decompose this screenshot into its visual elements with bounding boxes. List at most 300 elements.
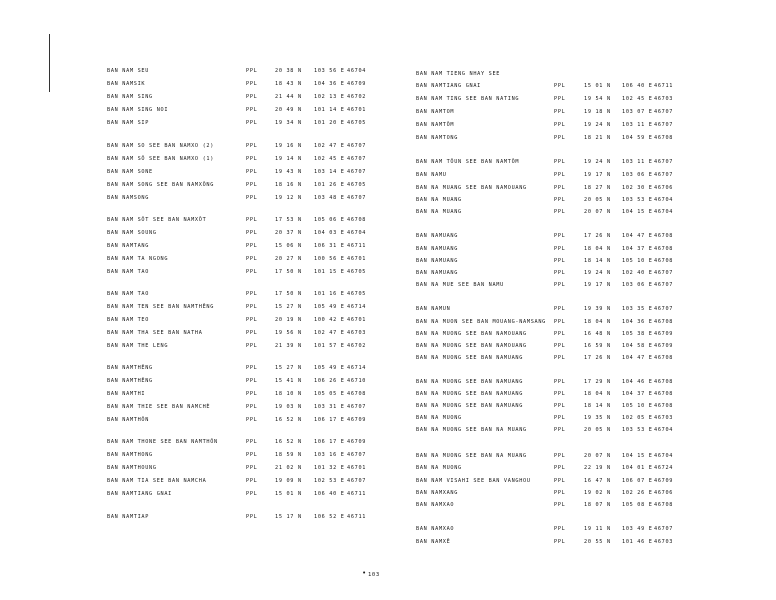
entry-lat: 19 03 N [275,404,302,410]
entry-code: 46714 [347,365,367,371]
entry-name: BAN NAM SEU [107,68,150,74]
entry-lon: 105 10 E [622,403,653,409]
entry-lat: 17 26 N [584,233,611,239]
entry-lon: 104 37 E [622,391,653,397]
margin-rule [49,34,50,92]
entry-name: BAN NAMUN [416,306,451,312]
entry-class: PPL [246,68,258,74]
entry-lon: 102 26 E [622,490,653,496]
entry-class: PPL [554,478,566,484]
entry-code: 46707 [654,109,674,115]
entry-code: 46704 [654,209,674,215]
entry-code: 46704 [654,197,674,203]
entry-code: 46707 [654,306,674,312]
entry-lon: 100 56 E [314,256,345,262]
entry-name: BAN NAMTOM [416,109,455,115]
entry-lon: 101 57 E [314,343,345,349]
entry-lat: 15 27 N [275,365,302,371]
entry-code: 46707 [654,122,674,128]
entry-class: PPL [246,182,258,188]
entry-class: PPL [554,465,566,471]
entry-lon: 104 46 E [622,379,653,385]
entry-name: BAN NAM THONE SEE BAN NAMTHÔN [107,439,218,445]
entry-lat: 19 35 N [584,415,611,421]
entry-lon: 102 45 E [622,96,653,102]
entry-class: PPL [554,453,566,459]
entry-lon: 103 11 E [622,122,653,128]
entry-lon: 103 48 E [314,195,345,201]
entry-class: PPL [554,427,566,433]
entry-name: BAN NA MUONG SEE BAN NA MUANG [416,453,527,459]
entry-code: 46708 [347,391,367,397]
entry-lon: 103 06 E [622,282,653,288]
entry-name: BAN NAM SONG SEE BAN NAMXÔNG [107,182,215,188]
entry-lat: 18 14 N [584,258,611,264]
entry-lon: 106 17 E [314,439,345,445]
entry-class: PPL [554,172,566,178]
entry-lat: 19 11 N [584,526,611,532]
entry-code: 46707 [654,159,674,165]
entry-class: PPL [554,197,566,203]
entry-lat: 19 43 N [275,169,302,175]
entry-name: BAN NAMTIAP [107,514,150,520]
entry-name: BAN NAMUANG [416,246,459,252]
entry-code: 46709 [654,331,674,337]
entry-class: PPL [246,365,258,371]
entry-lat: 15 41 N [275,378,302,384]
entry-lat: 21 44 N [275,94,302,100]
entry-class: PPL [554,282,566,288]
entry-lon: 101 20 E [314,120,345,126]
entry-class: PPL [246,417,258,423]
entry-lon: 103 07 E [622,109,653,115]
entry-lon: 104 36 E [314,81,345,87]
entry-lat: 17 29 N [584,379,611,385]
entry-lat: 18 59 N [275,452,302,458]
entry-name: BAN NAMTHOUNG [107,465,157,471]
entry-lat: 20 05 N [584,427,611,433]
entry-lon: 102 47 E [314,143,345,149]
entry-class: PPL [246,256,258,262]
entry-name: BAN NAM VISAHI SEE BAN VANGHOU [416,478,531,484]
entry-code: 46708 [654,135,674,141]
entry-name: BAN NAM SOUNG [107,230,157,236]
entry-lon: 102 30 E [622,185,653,191]
entry-code: 46707 [654,282,674,288]
entry-class: PPL [554,246,566,252]
entry-lat: 19 14 N [275,156,302,162]
entry-name: BAN NAMTHONG [107,452,153,458]
entry-code: 46706 [654,185,674,191]
entry-lat: 19 24 N [584,122,611,128]
entry-lon: 106 17 E [314,417,345,423]
entry-lon: 104 37 E [622,246,653,252]
entry-name: BAN NAM TAO [107,269,150,275]
entry-lon: 102 53 E [314,478,345,484]
entry-name: BAN NA MUONG SEE BAN NA MUANG [416,427,527,433]
entry-name: BAN NAMXÊ [416,539,451,545]
entry-code: 46711 [347,514,367,520]
entry-code: 46711 [654,83,674,89]
entry-code: 46707 [654,172,674,178]
entry-class: PPL [246,156,258,162]
entry-name: BAN NAM SING [107,94,153,100]
entry-lat: 19 34 N [275,120,302,126]
entry-code: 46708 [654,502,674,508]
entry-class: PPL [554,270,566,276]
entry-code: 46708 [654,319,674,325]
entry-code: 46702 [347,343,367,349]
entry-code: 46709 [347,439,367,445]
entry-code: 46708 [654,391,674,397]
entry-code: 46703 [347,330,367,336]
entry-code: 46711 [347,491,367,497]
entry-code: 46705 [347,120,367,126]
entry-class: PPL [246,378,258,384]
entry-class: PPL [246,143,258,149]
entry-lat: 18 04 N [584,391,611,397]
entry-class: PPL [246,269,258,275]
entry-lon: 103 49 E [622,526,653,532]
entry-lon: 105 49 E [314,365,345,371]
entry-name: BAN NAM SONE [107,169,153,175]
entry-name: BAN NAM TÔUN SEE BAN NAMTÔM [416,159,520,165]
entry-lat: 18 04 N [584,319,611,325]
entry-class: PPL [246,81,258,87]
entry-name: BAN NA MUONG SEE BAN NAMOUANG [416,331,527,337]
entry-code: 46705 [347,269,367,275]
entry-lat: 19 54 N [584,96,611,102]
entry-lon: 106 26 E [314,378,345,384]
entry-lat: 20 49 N [275,107,302,113]
entry-code: 46706 [654,490,674,496]
entry-code: 46704 [347,68,367,74]
entry-code: 46708 [654,355,674,361]
entry-lat: 19 39 N [584,306,611,312]
entry-lon: 103 16 E [314,452,345,458]
entry-lat: 22 19 N [584,465,611,471]
entry-lon: 103 06 E [622,172,653,178]
entry-class: PPL [554,185,566,191]
entry-lat: 20 38 N [275,68,302,74]
entry-class: PPL [246,391,258,397]
entry-name: BAN NAM SÔT SEE BAN NAMXÔT [107,217,207,223]
entry-class: PPL [554,83,566,89]
entry-lon: 101 16 E [314,291,345,297]
entry-code: 46711 [347,243,367,249]
entry-name: BAN NAMXANG [416,490,459,496]
entry-name: BAN NAM TEO [107,317,150,323]
entry-lon: 103 14 E [314,169,345,175]
entry-code: 46703 [654,415,674,421]
entry-lat: 19 12 N [275,195,302,201]
entry-name: BAN NAMTÔM [416,122,455,128]
entry-code: 46704 [654,427,674,433]
entry-lon: 106 52 E [314,514,345,520]
entry-lon: 103 53 E [622,197,653,203]
entry-name: BAN NAMUANG [416,233,459,239]
entry-lat: 19 18 N [584,109,611,115]
entry-code: 46707 [654,526,674,532]
entry-class: PPL [246,120,258,126]
entry-lat: 18 43 N [275,81,302,87]
entry-code: 46707 [347,169,367,175]
entry-name: BAN NAMU [416,172,447,178]
entry-class: PPL [554,526,566,532]
entry-lat: 19 56 N [275,330,302,336]
entry-name: BAN NAM SÔ SEE BAN NAMXO (1) [107,156,215,162]
entry-lon: 105 49 E [314,304,345,310]
entry-class: PPL [246,343,258,349]
entry-lon: 103 56 E [314,68,345,74]
entry-code: 46709 [654,478,674,484]
entry-code: 46704 [347,230,367,236]
entry-code: 46709 [347,81,367,87]
entry-lon: 101 14 E [314,107,345,113]
entry-lat: 20 37 N [275,230,302,236]
entry-lat: 15 17 N [275,514,302,520]
entry-class: PPL [246,478,258,484]
entry-lat: 19 17 N [584,172,611,178]
entry-name: BAN NAM SO SEE BAN NAMXO (2) [107,143,215,149]
entry-lon: 106 07 E [622,478,653,484]
entry-class: PPL [246,169,258,175]
entry-name: BAN NA MUANG [416,209,462,215]
entry-class: PPL [554,122,566,128]
entry-class: PPL [554,159,566,165]
entry-lon: 104 03 E [314,230,345,236]
entry-class: PPL [554,331,566,337]
entry-name: BAN NA MUANG [416,197,462,203]
entry-name: BAN NAM THE LENG [107,343,169,349]
entry-class: PPL [246,452,258,458]
entry-lon: 104 59 E [622,135,653,141]
entry-class: PPL [554,403,566,409]
entry-lat: 20 27 N [275,256,302,262]
entry-code: 46703 [654,96,674,102]
entry-code: 46709 [347,417,367,423]
entry-lat: 19 24 N [584,270,611,276]
entry-class: PPL [246,439,258,445]
entry-class: PPL [554,490,566,496]
entry-lat: 16 52 N [275,439,302,445]
page-number-text: 103 [368,572,380,578]
entry-lat: 16 59 N [584,343,611,349]
entry-lat: 16 52 N [275,417,302,423]
entry-name: BAN NAM TIENG NHAY SEE [416,71,501,77]
entry-name: BAN NA MUONG [416,415,462,421]
entry-lat: 18 14 N [584,403,611,409]
entry-code: 46701 [347,256,367,262]
entry-class: PPL [246,94,258,100]
entry-code: 46707 [347,156,367,162]
entry-code: 46703 [654,539,674,545]
entry-lat: 19 02 N [584,490,611,496]
entry-code: 46708 [654,246,674,252]
entry-code: 46707 [347,143,367,149]
entry-code: 46707 [347,404,367,410]
entry-lon: 106 40 E [622,83,653,89]
entry-lat: 17 26 N [584,355,611,361]
entry-lon: 105 05 E [314,391,345,397]
entry-name: BAN NAM TA NGONG [107,256,169,262]
entry-lon: 103 53 E [622,427,653,433]
entry-name: BAN NA MUONG SEE BAN NAMUANG [416,379,524,385]
entry-class: PPL [246,465,258,471]
entry-lat: 21 39 N [275,343,302,349]
entry-lon: 106 31 E [314,243,345,249]
entry-class: PPL [554,379,566,385]
entry-class: PPL [246,217,258,223]
entry-class: PPL [246,491,258,497]
entry-lat: 20 07 N [584,453,611,459]
entry-lon: 104 01 E [622,465,653,471]
entry-name: BAN NAM THIE SEE BAN NAMCHÈ [107,404,211,410]
entry-class: PPL [554,343,566,349]
entry-class: PPL [554,319,566,325]
entry-lat: 20 55 N [584,539,611,545]
entry-lat: 18 16 N [275,182,302,188]
entry-lon: 102 47 E [314,330,345,336]
entry-lon: 103 31 E [314,404,345,410]
entry-lon: 103 35 E [622,306,653,312]
entry-lon: 104 58 E [622,343,653,349]
entry-name: BAN NA MUONG SEE BAN NAMOUANG [416,343,527,349]
entry-name: BAN NA MUONG [416,465,462,471]
entry-name: BAN NAM SIP [107,120,150,126]
entry-code: 46714 [347,304,367,310]
entry-lat: 15 27 N [275,304,302,310]
entry-code: 46701 [347,317,367,323]
entry-lat: 15 06 N [275,243,302,249]
entry-lon: 104 47 E [622,355,653,361]
entry-name: BAN NAMTANG [107,243,150,249]
entry-class: PPL [554,502,566,508]
entry-name: BAN NA MUANG SEE BAN NAMOUANG [416,185,527,191]
entry-class: PPL [246,291,258,297]
entry-lat: 19 17 N [584,282,611,288]
entry-name: BAN NAM THA SEE BAN NATHA [107,330,203,336]
entry-name: BAN NAM TIA SEE BAN NAMCHA [107,478,207,484]
entry-class: PPL [554,109,566,115]
entry-class: PPL [246,317,258,323]
page-number: • 103 [362,569,380,578]
entry-code: 46705 [347,291,367,297]
entry-lon: 105 10 E [622,258,653,264]
entry-class: PPL [554,355,566,361]
entry-lon: 106 40 E [314,491,345,497]
entry-lon: 101 15 E [314,269,345,275]
entry-code: 46708 [654,403,674,409]
entry-name: BAN NAMXAO [416,502,455,508]
entry-lat: 17 53 N [275,217,302,223]
entry-lat: 16 47 N [584,478,611,484]
entry-lat: 18 07 N [584,502,611,508]
entry-lat: 15 01 N [584,83,611,89]
entry-name: BAN NAM SING NOI [107,107,169,113]
entry-lon: 101 26 E [314,182,345,188]
entry-name: BAN NAMTHÊNG [107,378,153,384]
entry-lon: 104 15 E [622,453,653,459]
entry-lat: 18 21 N [584,135,611,141]
entry-lon: 100 42 E [314,317,345,323]
entry-code: 46704 [654,453,674,459]
entry-class: PPL [246,107,258,113]
entry-lon: 102 40 E [622,270,653,276]
entry-code: 46708 [347,217,367,223]
entry-name: BAN NAMSIK [107,81,146,87]
entry-lon: 105 06 E [314,217,345,223]
entry-class: PPL [554,415,566,421]
entry-name: BAN NA MUON SEE BAN MOUANG-NAMSANG [416,319,546,325]
entry-code: 46707 [347,478,367,484]
entry-name: BAN NAMTHÊNG [107,365,153,371]
entry-code: 46701 [347,107,367,113]
entry-lat: 19 16 N [275,143,302,149]
entry-code: 46707 [347,195,367,201]
entry-code: 46708 [654,379,674,385]
entry-class: PPL [554,135,566,141]
entry-lon: 105 08 E [622,502,653,508]
entry-lat: 19 09 N [275,478,302,484]
entry-name: BAN NAM TEN SEE BAN NAMTHÊNG [107,304,215,310]
entry-class: PPL [246,230,258,236]
entry-code: 46709 [654,343,674,349]
entry-name: BAN NA MUE SEE BAN NAMU [416,282,504,288]
entry-lat: 15 01 N [275,491,302,497]
entry-code: 46710 [347,378,367,384]
entry-name: BAN NA MUONG SEE BAN NAMUANG [416,355,524,361]
entry-lat: 20 19 N [275,317,302,323]
entry-class: PPL [246,195,258,201]
entry-lat: 17 50 N [275,291,302,297]
entry-lat: 20 07 N [584,209,611,215]
entry-name: BAN NAM TAO [107,291,150,297]
entry-name: BAN NAMXAO [416,526,455,532]
entry-name: BAN NAMUANG [416,258,459,264]
entry-code: 46708 [654,258,674,264]
entry-class: PPL [246,404,258,410]
entry-lon: 104 47 E [622,233,653,239]
entry-class: PPL [554,233,566,239]
entry-code: 46708 [654,233,674,239]
entry-name: BAN NAMUANG [416,270,459,276]
entry-class: PPL [246,514,258,520]
entry-code: 46702 [347,94,367,100]
entry-name: BAN NAMTHÔN [107,417,150,423]
entry-class: PPL [554,209,566,215]
entry-lat: 20 05 N [584,197,611,203]
entry-name: BAN NA MUONG SEE BAN NAMUANG [416,391,524,397]
entry-class: PPL [554,306,566,312]
entry-lat: 18 27 N [584,185,611,191]
entry-lon: 104 36 E [622,319,653,325]
entry-lon: 103 11 E [622,159,653,165]
entry-name: BAN NA MUONG SEE BAN NAMUANG [416,403,524,409]
entry-lat: 18 10 N [275,391,302,397]
entry-lon: 102 05 E [622,415,653,421]
entry-lat: 19 24 N [584,159,611,165]
entry-lon: 101 46 E [622,539,653,545]
entry-name: BAN NAMTIANG GNAI [107,491,172,497]
entry-class: PPL [246,243,258,249]
entry-name: BAN NAM TING SEE BAN NATING [416,96,520,102]
entry-class: PPL [554,539,566,545]
entry-lon: 102 13 E [314,94,345,100]
entry-lon: 105 38 E [622,331,653,337]
entry-name: BAN NAMTONG [416,135,459,141]
entry-name: BAN NAMSONG [107,195,150,201]
